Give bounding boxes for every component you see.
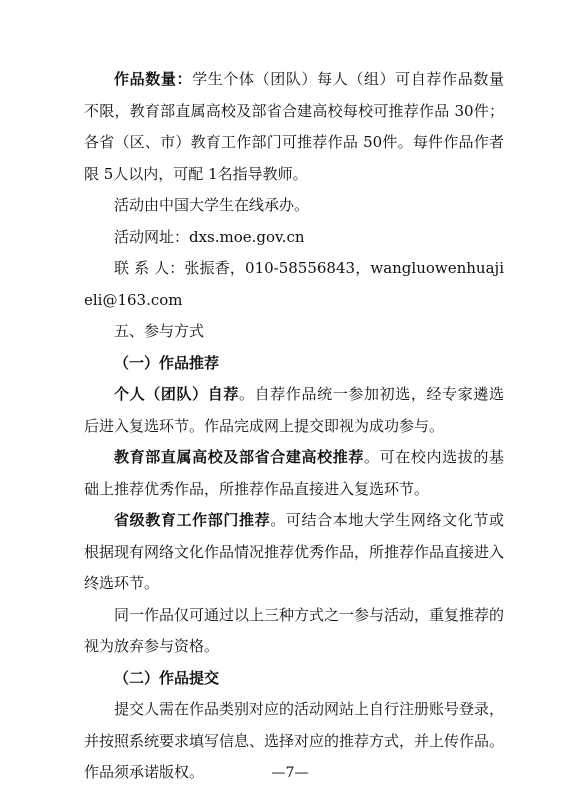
self-recommend-text: 。自荐作品统一参加初选，经专家遴选后进入复选环节。作品完成网上提交即视为成功参与。 — [84, 385, 504, 435]
works-count-text: 学生个体（团队）每人（组）可自荐作品数量不限，教育部直属高校及部省合建高校每校可推荐作品 30件；各省（区、市）教育工作部门可推荐作品 50件。每件作品作者限 5人以内，可配 1名指导教师。 — [84, 70, 504, 183]
contact-paragraph: 联 系 人：张振香，010-58556843，wangluowenhuajieli@163.com — [84, 259, 504, 309]
province-recommend-label: 省级教育工作部门推荐 — [114, 511, 271, 529]
submission-paragraph: 提交人需在作品类别对应的活动网站上自行注册账号登录，并按照系统要求填写信息、选择对应的推荐方式，并上传作品。作品须承诺版权。 — [84, 700, 505, 781]
section-five-heading: 五、参与方式 — [114, 322, 205, 340]
university-recommend-paragraph — [84, 442, 504, 505]
self-recommend-paragraph — [84, 379, 504, 442]
university-recommend-label: 教育部直属高校及部省合建高校推荐 — [114, 448, 364, 466]
self-recommend-label: 个人（团队）自荐 — [114, 385, 239, 403]
university-recommend-text: 。可在校内选拔的基础上推荐优秀作品，所推荐作品直接进入复选环节。 — [84, 448, 504, 498]
province-recommend-paragraph — [84, 505, 504, 600]
works-count-paragraph — [84, 64, 504, 190]
organizer-paragraph: 活动由中国大学生在线承办。 — [114, 196, 310, 214]
province-recommend-text: 。可结合本地大学生网络文化节或根据现有网络文化作品情况推荐优秀作品，所推荐作品直接进入终选环节。 — [84, 511, 505, 592]
one-way-only-paragraph: 同一作品仅可通过以上三种方式之一参与活动，重复推荐的视为放弃参与资格。 — [84, 605, 505, 655]
works-count-label: 作品数量： — [114, 70, 193, 88]
sub-two-heading: （二）作品提交 — [114, 668, 220, 687]
website-paragraph: 活动网址：dxs.moe.gov.cn — [114, 227, 305, 246]
sub-one-heading: （一）作品推荐 — [114, 353, 220, 372]
page-number: —7— — [271, 765, 309, 781]
page-content — [84, 64, 504, 789]
